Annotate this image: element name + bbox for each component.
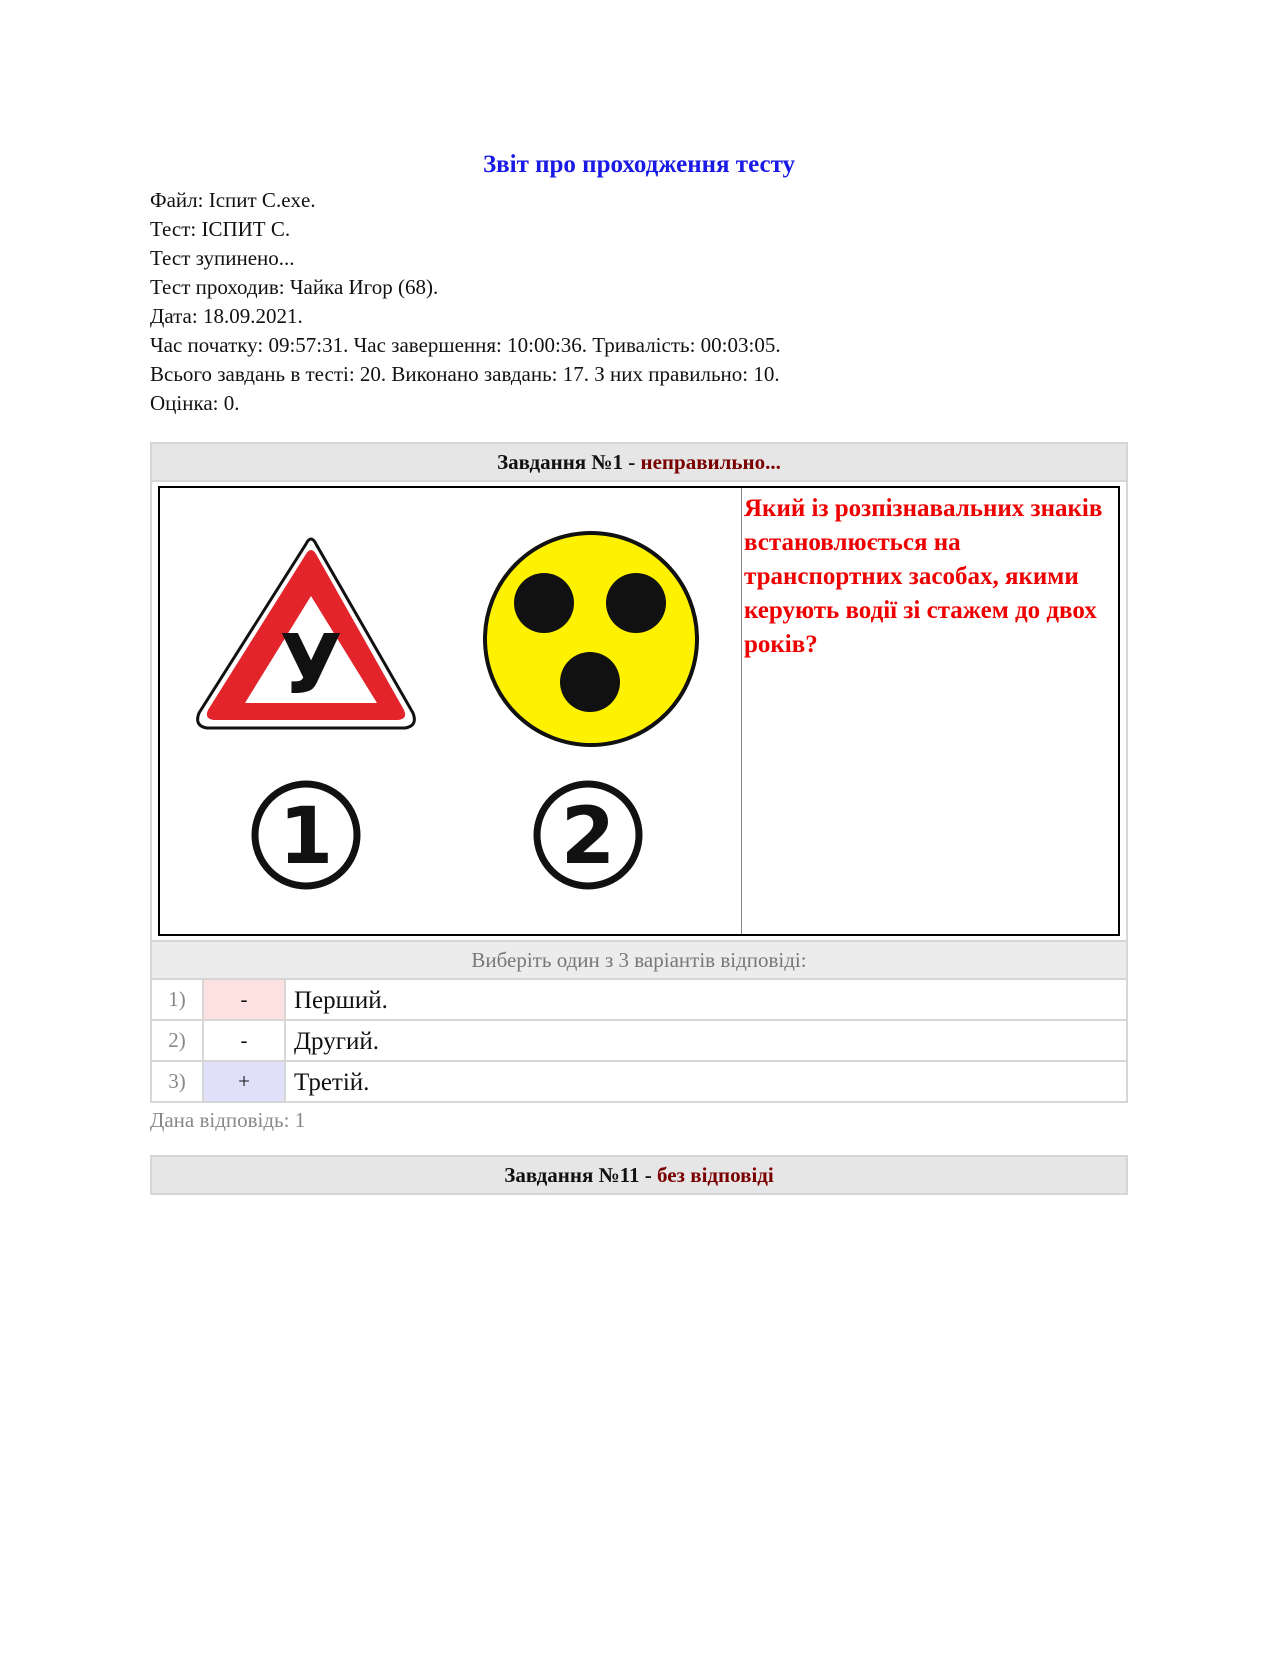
task-1-status: неправильно... xyxy=(640,450,781,474)
task-11 xyxy=(150,1155,1128,1195)
answer-text: Третій. xyxy=(294,1069,370,1096)
given-answer: Дана відповідь: 1 xyxy=(150,1108,306,1132)
meta-file: Файл: Іспит С.exe. xyxy=(150,188,316,212)
signs-illustration xyxy=(160,488,740,934)
answer-text: Перший. xyxy=(294,987,388,1014)
task-1 xyxy=(150,442,1128,1103)
report-title: Звіт про проходження тесту xyxy=(482,151,796,178)
answer-row-3 xyxy=(152,1060,1126,1101)
answer-row-1 xyxy=(152,978,1126,1019)
answer-mark: - xyxy=(204,980,286,1019)
svg-text:2: 2 xyxy=(560,792,616,882)
meta-test: Тест: ІСПИТ С. xyxy=(150,217,291,241)
task-11-header xyxy=(152,1157,1126,1193)
answer-mark: - xyxy=(204,1021,286,1060)
task-11-status: без відповіді xyxy=(657,1163,774,1187)
label-2 xyxy=(537,784,639,886)
answer-number: 3) xyxy=(152,1062,204,1101)
meta-grade: Оцінка: 0. xyxy=(150,391,240,415)
question-image xyxy=(160,488,742,934)
report-page xyxy=(150,150,1128,1195)
deaf-driver-sign xyxy=(485,533,697,745)
question-area xyxy=(152,482,1126,940)
sign-letter: У xyxy=(279,618,343,713)
task-1-title: Завдання №1 - xyxy=(497,450,641,474)
answer-number: 2) xyxy=(152,1021,204,1060)
question-box xyxy=(158,486,1120,936)
answer-number: 1) xyxy=(152,980,204,1019)
task-1-header xyxy=(152,444,1126,482)
question-text: Який із розпізнавальних знаків встановлюється на транспортних засобах, якими керують водії зі стажем до двох років? xyxy=(744,495,1103,658)
label-1 xyxy=(255,784,357,886)
answer-text: Другий. xyxy=(294,1028,379,1055)
meta-stopped: Тест зупинено... xyxy=(150,246,295,270)
report-meta xyxy=(150,186,1128,418)
meta-date: Дата: 18.09.2021. xyxy=(150,304,303,328)
meta-tasks: Всього завдань в тесті: 20. Виконано завдань: 17. З них правильно: 10. xyxy=(150,362,780,386)
answer-row-2 xyxy=(152,1019,1126,1060)
meta-time: Час початку: 09:57:31. Час завершення: 10:00:36. Тривалість: 00:03:05. xyxy=(150,333,781,357)
answer-mark: + xyxy=(204,1062,286,1101)
choose-instructions: Виберіть один з 3 варіантів відповіді: xyxy=(152,940,1126,978)
meta-user: Тест проходив: Чайка Игор (68). xyxy=(150,275,439,299)
svg-text:1: 1 xyxy=(278,792,334,882)
task-11-title: Завдання №11 - xyxy=(504,1163,658,1187)
learner-sign-triangle xyxy=(198,539,415,728)
